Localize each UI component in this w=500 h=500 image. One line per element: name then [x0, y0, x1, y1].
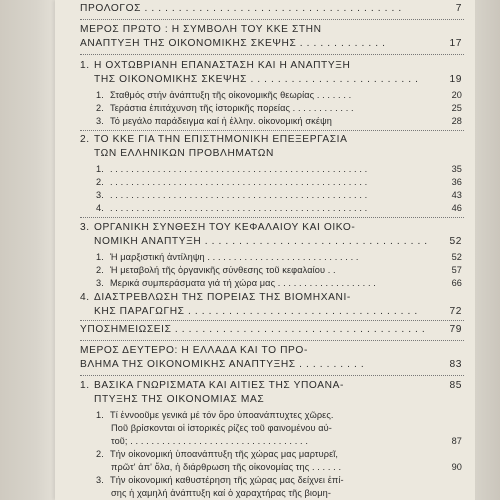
toc-entry-prologos: ΠΡΟΛΟΓΟΣ . . . . . . . . . . . . . . . . . . . . . . . . . . . . . . . . . . . . . . 7 — [80, 3, 462, 14]
toc-chapter-2-cont: ΤΩΝ ΕΛΛΗΝΙΚΩΝ ΠΡΟΒΛΗΜΑΤΩΝ — [94, 148, 274, 159]
entry-title: ΠΡΟΛΟΓΟΣ — [80, 3, 142, 14]
toc-item: 2. Τήν οἰκονομική ὑποανάπτυξη τῆς χώρας μας μαρτυρεῖ, — [96, 449, 339, 459]
toc-chapter-4: 4. ΔΙΑΣΤΡΕΒΛΩΣΗ ΤΗΣ ΠΟΡΕΙΑΣ ΤΗΣ ΒΙΟΜΗΧΑΝΙ- — [80, 292, 462, 303]
page-number: 85 — [449, 380, 462, 391]
toc-chapter-1: 1. Η ΟΧΤΩΒΡΙΑΝΗ ΕΠΑΝΑΣΤΑΣΗ ΚΑΙ Η ΑΝΑΠΤΥΞΗ — [80, 60, 462, 71]
divider — [80, 375, 464, 376]
page-number: 79 — [449, 324, 462, 335]
divider — [80, 340, 464, 341]
page-number: 17 — [449, 38, 462, 49]
page-number: 19 — [449, 74, 462, 85]
chapter-title: Η ΟΧΤΩΒΡΙΑΝΗ ΕΠΑΝΑΣΤΑΣΗ ΚΑΙ Η ΑΝΑΠΤΥΞΗ — [94, 60, 351, 71]
page-number: 83 — [449, 359, 462, 370]
toc-item: 1. . . . . . . . . . . . . . . . . . . . . . . . . . . . . . . . . . . . . . . . . . . . . . . . . . 35 — [96, 164, 462, 174]
toc-item-cont: πρῶτ' ἀπ' ὅλα, ἡ διάρθρωση τῆς οἰκονομίας της . . . . . . 90 — [111, 462, 462, 472]
chapter-title: ΔΙΑΣΤΡΕΒΛΩΣΗ ΤΗΣ ΠΟΡΕΙΑΣ ΤΗΣ ΒΙΟΜΗΧΑΝΙ- — [94, 292, 351, 303]
toc-item: 4. . . . . . . . . . . . . . . . . . . . . . . . . . . . . . . . . . . . . . . . . . . . . . . . . . 46 — [96, 203, 462, 213]
part-title-cont: ΒΛΗΜΑ ΤΗΣ ΟΙΚΟΝΟΜΙΚΗΣ ΑΝΑΠΤΥΞΗΣ — [80, 359, 296, 370]
toc-item: 3. . . . . . . . . . . . . . . . . . . . . . . . . . . . . . . . . . . . . . . . . . . . . . . . . . 43 — [96, 190, 462, 200]
toc-item: 1. Σταθμός στήν ἀνάπτυξη τῆς οἰκονομικῆς θεωρίας . . . . . . . 20 — [96, 90, 462, 100]
chapter-title: ΟΡΓΑΝΙΚΗ ΣΥΝΘΕΣΗ ΤΟΥ ΚΕΦΑΛΑΙΟΥ ΚΑΙ ΟΙΚΟ- — [94, 222, 356, 233]
toc-part2-chapter-1: 1. ΒΑΣΙΚΑ ΓΝΩΡΙΣΜΑΤΑ ΚΑΙ ΑΙΤΙΕΣ ΤΗΣ ΥΠΟΑΝΑ- 85 — [80, 380, 462, 391]
toc-item-cont: τοῦ; . . . . . . . . . . . . . . . . . . . . . . . . . . . . . . . . . . 87 — [111, 436, 462, 446]
divider — [80, 54, 464, 55]
toc-part2-chapter-1-cont: ΠΤΥΞΗΣ ΤΗΣ ΟΙΚΟΝΟΜΙΑΣ ΜΑΣ — [94, 394, 265, 405]
toc-item: 3. Μερικά συμπεράσματα γιά τή χώρα μας . . . . . . . . . . . . . . . . . . . 66 — [96, 278, 462, 288]
page-number: 7 — [455, 3, 462, 14]
toc-part-2-cont: ΒΛΗΜΑ ΤΗΣ ΟΙΚΟΝΟΜΙΚΗΣ ΑΝΑΠΤΥΞΗΣ . . . . . . . . . . 83 — [80, 359, 462, 370]
page-number: 72 — [449, 306, 462, 317]
toc-chapter-2: 2. ΤΟ ΚΚΕ ΓΙΑ ΤΗΝ ΕΠΙΣΤΗΜΟΝΙΚΗ ΕΠΕΞΕΡΓΑΣΙΑ — [80, 134, 462, 145]
toc-part-1-cont: ΑΝΑΠΤΥΞΗ ΤΗΣ ΟΙΚΟΝΟΜΙΚΗΣ ΣΚΕΨΗΣ . . . . . . . . . . . . . 17 — [80, 38, 462, 49]
toc-item: 2. Ἡ μεταβολή τῆς ὀργανικῆς σύνθεσης τοῦ κεφαλαίου . . 57 — [96, 265, 462, 275]
divider — [80, 217, 464, 218]
page-number: 52 — [449, 236, 462, 247]
part-title: ΜΕΡΟΣ ΠΡΩΤΟ : Η ΣΥΜΒΟΛΗ ΤΟΥ ΚΚΕ ΣΤΗΝ — [80, 24, 322, 35]
entry-title: ΥΠΟΣΗΜΕΙΩΣΕΙΣ — [80, 324, 172, 335]
part-title-cont: ΑΝΑΠΤΥΞΗ ΤΗΣ ΟΙΚΟΝΟΜΙΚΗΣ ΣΚΕΨΗΣ — [80, 38, 297, 49]
toc-item-cont: σης ἡ χαμηλή ἀνάπτυξη καί ὁ χαραχτήρας τῆς βιομη- — [111, 488, 332, 498]
divider — [80, 130, 464, 131]
toc-part-1 — [80, 24, 462, 35]
binding-shadow — [0, 0, 60, 500]
chapter-title: ΒΑΣΙΚΑ ΓΝΩΡΙΣΜΑΤΑ ΚΑΙ ΑΙΤΙΕΣ ΤΗΣ ΥΠΟΑΝΑ- — [94, 380, 344, 391]
toc-item: 1. Τί ἐννοοῦμε γενικά μέ τόν ὅρο ὑποανάπτυχτες χῶρες. — [96, 410, 334, 420]
toc-chapter-3-cont: ΝΟΜΙΚΗ ΑΝΑΠΤΥΞΗ . . . . . . . . . . . . . . . . . . . . . . . . . . . . . . . . . 52 — [94, 236, 462, 247]
background-edge — [475, 0, 500, 500]
toc-item: 3. Τήν οἰκονομική καθυστέρηση τῆς χώρας μας δείχνει ἐπί- — [96, 475, 344, 485]
part-title: ΜΕΡΟΣ ΔΕΥΤΕΡΟ: Η ΕΛΛΑΔΑ ΚΑΙ ΤΟ ΠΡΟ- — [80, 345, 308, 356]
toc-item-cont: Ποῦ βρίσκονται οἱ ἱστορικές ρίζες τοῦ φαινομένου αὐ- — [111, 423, 332, 433]
toc-chapter-1-cont: ΤΗΣ ΟΙΚΟΝΟΜΙΚΗΣ ΣΚΕΨΗΣ . . . . . . . . . . . . . . . . . . . . . . . . . 19 — [94, 74, 462, 85]
toc-entry-notes: ΥΠΟΣΗΜΕΙΩΣΕΙΣ . . . . . . . . . . . . . . . . . . . . . . . . . . . . . . . . . . . . . 79 — [80, 324, 462, 335]
toc-item: 1. Ἡ μαρξιστική ἀντίληψη . . . . . . . . . . . . . . . . . . . . . . . . . . . . . 52 — [96, 252, 462, 262]
toc-item: 2. Τεράστια ἐπιτάχυνση τῆς ἱστορικῆς πορείας . . . . . . . . . . . . 25 — [96, 103, 462, 113]
toc-part-2 — [80, 345, 462, 356]
chapter-title: ΤΟ ΚΚΕ ΓΙΑ ΤΗΝ ΕΠΙΣΤΗΜΟΝΙΚΗ ΕΠΕΞΕΡΓΑΣΙΑ — [94, 134, 348, 145]
toc-chapter-4-cont: ΚΗΣ ΠΑΡΑΓΩΓΗΣ . . . . . . . . . . . . . . . . . . . . . . . . . . . . . . . . . . 72 — [94, 306, 462, 317]
toc-item: 2. . . . . . . . . . . . . . . . . . . . . . . . . . . . . . . . . . . . . . . . . . . . . . . . . . 36 — [96, 177, 462, 187]
divider — [80, 320, 464, 321]
toc-chapter-3: 3. ΟΡΓΑΝΙΚΗ ΣΥΝΘΕΣΗ ΤΟΥ ΚΕΦΑΛΑΙΟΥ ΚΑΙ ΟΙΚΟ- — [80, 222, 462, 233]
divider — [80, 19, 464, 20]
toc-item: 3. Τό μεγάλο παράδειγμα καί ἡ ἑλλην. οἰκονομική σκέψη 28 — [96, 116, 462, 126]
